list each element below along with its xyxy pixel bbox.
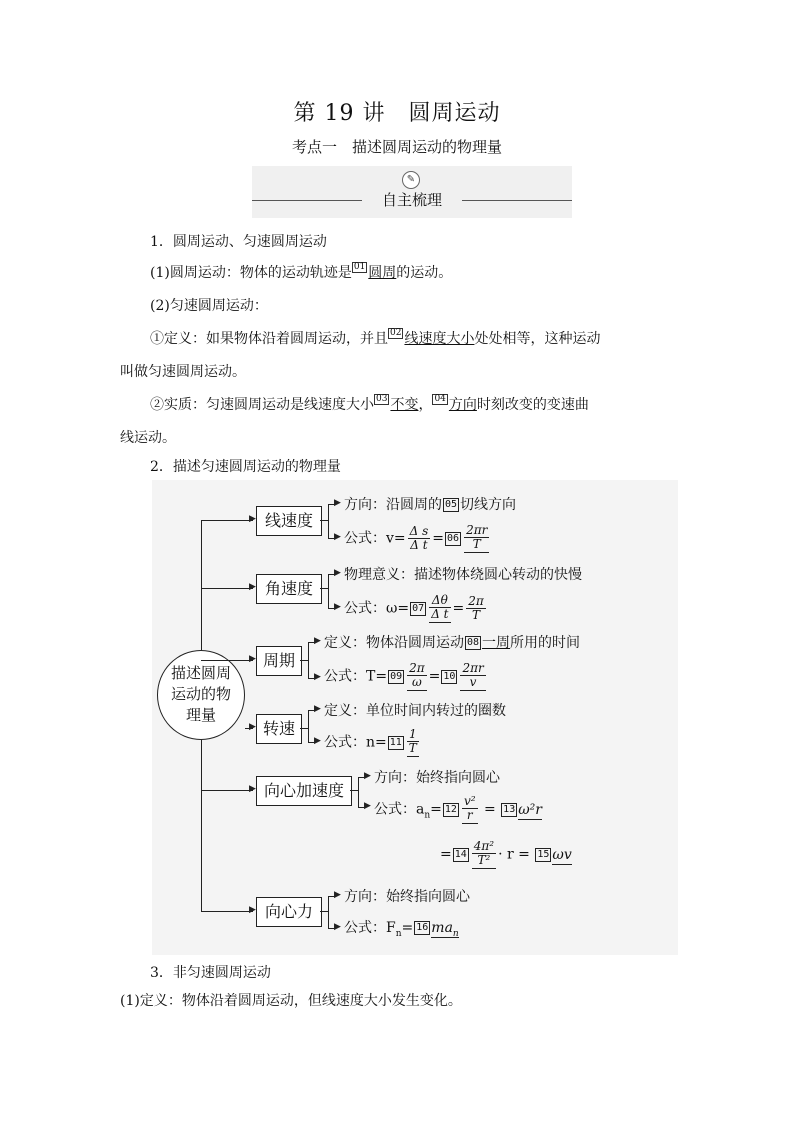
arrow-icon: ▶	[334, 922, 341, 932]
arrow-icon: ▶	[364, 801, 371, 811]
answer-number: 02	[390, 328, 402, 338]
text: =	[452, 600, 465, 617]
text: 所用的时间	[510, 635, 581, 651]
numerator: Δθ	[429, 594, 450, 608]
arrow-icon: ▶	[334, 602, 341, 612]
connector	[320, 520, 328, 521]
text: =	[430, 801, 442, 818]
fraction	[462, 795, 478, 824]
answer-number: 13	[503, 803, 516, 815]
fraction	[407, 728, 419, 757]
text: 时刻改变的变速曲	[476, 397, 589, 413]
connector	[201, 740, 202, 912]
answer-number: 04	[434, 394, 446, 404]
fraction	[408, 525, 431, 552]
connector	[320, 588, 328, 589]
text: ①定义：如果物体沿着圆周运动，并且	[150, 331, 388, 347]
numerator: 4π²	[473, 839, 495, 853]
denominator: T	[472, 537, 481, 551]
text: 公式：v=	[344, 530, 406, 547]
fraction	[464, 524, 489, 553]
node-period: 周期	[256, 646, 302, 676]
page-subtitle: 考点一 描述圆周运动的物理量	[291, 138, 502, 156]
answer-number: 16	[416, 922, 429, 933]
text: 公式：F	[344, 920, 396, 936]
arrow-icon: ▶	[364, 771, 371, 781]
badge-icon: ✎	[402, 171, 420, 189]
answer-number: 09	[390, 670, 403, 682]
connector	[328, 504, 329, 538]
numerator: 2π	[409, 661, 425, 675]
connector	[350, 790, 358, 791]
denominator: ω	[411, 675, 422, 689]
answer-number: 14	[454, 848, 467, 860]
text: 公式：T=	[324, 668, 388, 685]
fraction	[407, 662, 427, 691]
text: (1)圆周运动：物体的运动轨迹是	[150, 265, 352, 281]
subscript: n	[424, 810, 431, 821]
answer: 不变	[390, 397, 419, 413]
answer-number: 08	[467, 637, 480, 648]
node-angular-velocity: 角速度	[256, 574, 322, 604]
denominator: v	[469, 675, 477, 689]
answer-number: 15	[537, 848, 550, 860]
arrow-icon: ▶	[249, 905, 256, 915]
formula	[344, 594, 488, 623]
paragraph	[150, 262, 452, 282]
fraction	[460, 662, 485, 691]
text: 公式：n=	[324, 734, 387, 751]
paragraph: 叫做匀速圆周运动。	[120, 364, 246, 380]
fraction	[472, 840, 496, 869]
node-linear-velocity: 线速度	[256, 506, 322, 536]
answer: 切线方向	[460, 497, 517, 513]
connector	[358, 777, 359, 807]
text: 公式：ω=	[344, 600, 410, 617]
connector	[308, 710, 309, 742]
formula	[324, 728, 421, 757]
paragraph	[150, 394, 589, 414]
text: ②实质：匀速圆周运动是线速度大小	[150, 397, 374, 413]
center-node	[157, 650, 245, 740]
arrow-icon: ▶	[314, 672, 321, 682]
answer: 一周	[482, 635, 511, 651]
numerator: 2πr	[466, 523, 488, 537]
fraction	[466, 595, 486, 622]
arrow-icon: ▶	[334, 568, 341, 578]
answer: ω²r	[518, 801, 542, 818]
node-centripetal-acceleration: 向心加速度	[256, 776, 352, 806]
direction-text: 方向：始终指向圆心	[374, 770, 500, 786]
section-heading: 3．非匀速圆周运动	[150, 965, 271, 981]
answer-number: 11	[389, 736, 402, 748]
answer-number: 01	[353, 262, 366, 272]
node-rotation-speed: 转速	[256, 714, 302, 744]
answer: ma	[431, 920, 453, 936]
subscript: n	[452, 928, 459, 939]
direction-text: 方向：始终指向圆心	[344, 889, 470, 905]
section-heading: 1．圆周运动、匀速圆周运动	[150, 234, 327, 250]
paragraph: (1)定义：物体沿着圆周运动，但线速度大小发生变化。	[120, 993, 462, 1009]
arrow-icon: ▶	[334, 498, 341, 508]
denominator: T	[408, 741, 417, 755]
paragraph: 线运动。	[120, 430, 176, 446]
denominator: Δ t	[410, 538, 428, 552]
arrow-icon: ▶	[249, 654, 256, 664]
answer: 线速度大小	[404, 331, 475, 347]
connector	[328, 896, 329, 928]
connector	[201, 911, 253, 912]
arrow-icon: ▶	[334, 890, 341, 900]
connector	[328, 574, 329, 608]
answer-number: 05	[445, 499, 458, 510]
section-heading: 2．描述匀速圆周运动的物理量	[150, 459, 341, 475]
text: 公式：a	[374, 801, 425, 818]
formula-continued	[440, 840, 572, 869]
answer-number: 06	[447, 532, 460, 544]
answer-number: 12	[444, 803, 457, 815]
center-line: 运动的物	[170, 685, 231, 703]
text: 定义：物体沿圆周运动	[324, 635, 464, 651]
denominator: T²	[477, 853, 491, 867]
direction-text	[344, 494, 516, 514]
numerator: 2π	[468, 594, 484, 608]
paragraph: (2)匀速圆周运动：	[150, 298, 268, 314]
answer-number: 03	[376, 394, 388, 404]
arrow-icon: ▶	[249, 582, 256, 592]
answer: 圆周	[368, 265, 397, 281]
formula	[324, 662, 488, 691]
connector	[300, 660, 308, 661]
section-banner	[252, 166, 572, 218]
text: · r =	[498, 846, 530, 863]
numerator: 1	[407, 728, 419, 742]
denominator: T	[472, 608, 481, 622]
definition-text	[324, 632, 580, 652]
center-line: 描述圆周	[170, 664, 231, 682]
definition-text: 定义：单位时间内转过的圈数	[324, 703, 506, 719]
connector	[201, 520, 202, 650]
node-centripetal-force: 向心力	[256, 897, 322, 927]
connector	[201, 790, 253, 791]
formula	[344, 917, 459, 939]
connector	[308, 642, 309, 678]
meaning-text: 物理意义：描述物体绕圆心转动的快慢	[344, 567, 582, 583]
answer-number: 07	[412, 602, 425, 614]
center-line: 理量	[185, 706, 216, 724]
arrow-icon: ▶	[334, 532, 341, 542]
paragraph	[150, 328, 600, 348]
formula	[374, 795, 542, 824]
numerator: Δ s	[409, 524, 429, 538]
connector	[201, 520, 253, 521]
text: =	[428, 668, 441, 685]
arrow-icon: ▶	[314, 704, 321, 714]
answer: 方向	[448, 397, 477, 413]
banner-label: 自主梳理	[381, 191, 442, 209]
arrow-icon: ▶	[314, 636, 321, 646]
arrow-icon: ▶	[249, 514, 256, 524]
connector	[201, 588, 253, 589]
denominator: Δ t	[431, 607, 449, 621]
text: ，	[418, 397, 433, 413]
answer-number: 10	[443, 670, 456, 682]
page-title: 第 19 讲 圆周运动	[293, 101, 501, 126]
concept-diagram	[152, 480, 678, 955]
connector	[300, 728, 308, 729]
subscript: n	[395, 928, 402, 939]
text: 方向：沿圆周的	[344, 497, 442, 513]
text: 处处相等，这种运动	[474, 331, 601, 347]
answer: ωv	[552, 846, 572, 863]
numerator: 2πr	[462, 661, 484, 675]
connector	[320, 911, 328, 912]
text: =	[483, 801, 496, 818]
fraction	[429, 594, 450, 623]
numerator: v²	[463, 794, 476, 808]
text: 的运动。	[396, 265, 453, 281]
formula	[344, 524, 491, 553]
arrow-icon: ▶	[249, 722, 256, 732]
denominator: r	[466, 808, 473, 822]
connector	[201, 660, 253, 661]
arrow-icon: ▶	[249, 784, 256, 794]
text: =	[401, 920, 414, 936]
text: =	[432, 530, 445, 547]
arrow-icon: ▶	[314, 736, 321, 746]
text: =	[440, 846, 452, 863]
